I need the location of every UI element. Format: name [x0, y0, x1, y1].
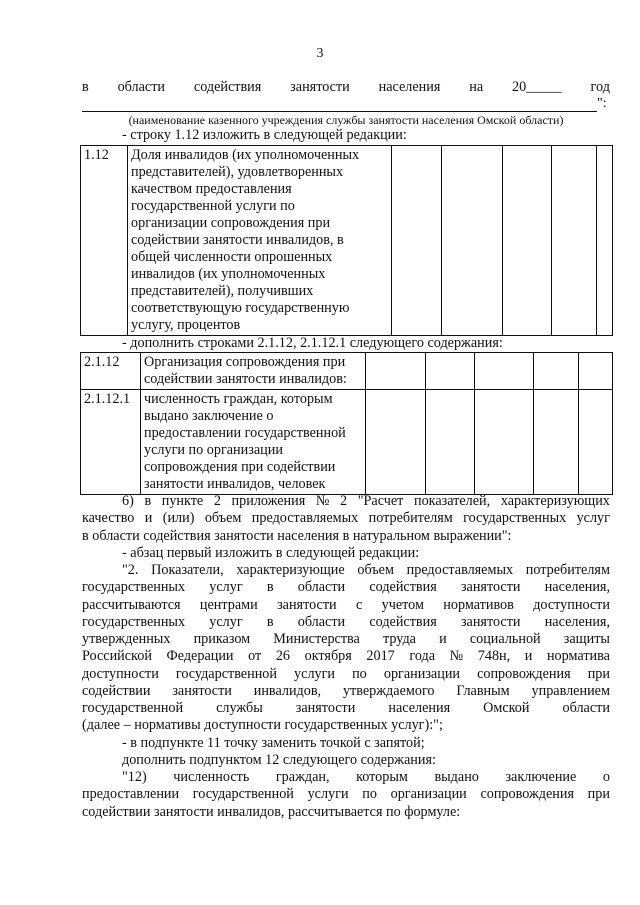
body-line: предоставлении государственной услуги по организации сопровождения при: [82, 786, 610, 803]
header-caption: (наименование казенного учреждения службы занятости населения Омской области): [128, 113, 564, 127]
table-row: [81, 390, 613, 495]
body-line: государственных услуг в области содействия занятости населения,: [82, 613, 610, 630]
body-line: "12) численность граждан, которым выдано заключение о: [122, 769, 610, 785]
empty-cell: [597, 146, 613, 336]
header-word: области: [117, 79, 166, 95]
body-line: качество и (или) объем предоставляемых потребителям государственных услуг: [82, 510, 610, 527]
empty-cell: [366, 390, 426, 495]
instruction-line: - дополнить строками 2.1.12, 2.1.12.1 следующего содержания:: [122, 335, 503, 351]
body-line: дополнить подпунктом 12 следующего содержания:: [122, 751, 436, 768]
empty-cell: [475, 353, 534, 390]
body-line: рассчитываются центрами занятости с учетом нормативов доступности: [82, 596, 610, 613]
row-number: 2.1.12: [81, 353, 141, 390]
header-word: содействия: [193, 79, 262, 95]
empty-cell: [442, 146, 503, 336]
body-line: доступности государственной услуги по организации сопровождения при: [82, 665, 610, 682]
empty-cell: [579, 353, 613, 390]
table-row: [81, 353, 613, 390]
body-line: (далее – нормативы доступности государственных услуг):";: [82, 717, 443, 734]
body-line: 6) в пункте 2 приложения № 2 "Расчет показателей, характеризующих: [122, 493, 610, 509]
empty-cell: [534, 353, 579, 390]
page-number: 3: [316, 46, 324, 61]
body-line: - в подпункте 11 точку заменить точкой с запятой;: [122, 734, 425, 751]
table-2-1-12: [80, 352, 613, 495]
row-number: 1.12: [81, 146, 128, 336]
body-line: утвержденных приказом Министерства труда и социальной защиты: [82, 631, 610, 647]
empty-cell: [579, 390, 613, 495]
body-line: "2. Показатели, характеризующие объем предоставляемых потребителям: [122, 562, 610, 578]
body-line: Российской Федерации от 26 октября 2017 года № 748н, и норматива: [82, 648, 610, 665]
body-line: содействии занятости инвалидов, утверждаемого Главным управлением: [82, 682, 610, 699]
row-text: численность граждан, которым выдано заключение о предоставлении государственной услуги по организации сопровождения при содействии занятости инвалидов, человек: [141, 390, 366, 495]
empty-cell: [503, 146, 552, 336]
empty-cell: [552, 146, 597, 336]
body-line: в области содействия занятости населения в натуральном выражении":: [82, 527, 512, 544]
header-line: [82, 79, 610, 96]
empty-cell: [475, 390, 534, 495]
body-line: государственных услуг в области содействия занятости населения,: [82, 579, 610, 596]
header-word: год: [590, 79, 610, 95]
quote-close: ":: [597, 96, 607, 111]
empty-cell: [426, 390, 475, 495]
header-word: 20_____: [512, 79, 562, 95]
header-word: на: [469, 79, 484, 95]
empty-cell: [534, 390, 579, 495]
body-line: государственной службы занятости населения Омской области: [82, 700, 610, 716]
header-word: в: [82, 79, 89, 95]
header-word: занятости: [290, 79, 350, 95]
row-number: 2.1.12.1: [81, 390, 141, 495]
row-text: Организация сопровождения при содействии занятости инвалидов:: [141, 353, 366, 390]
empty-cell: [392, 146, 442, 336]
empty-cell: [366, 353, 426, 390]
header-word: населения: [378, 79, 441, 95]
body-line: - абзац первый изложить в следующей редакции:: [122, 544, 420, 561]
empty-cell: [426, 353, 475, 390]
row-text: Доля инвалидов (их уполномоченных представителей), удовлетворенных качеством предоставления государственной услуги по организации сопровождения при содействии занятости инвалидов, в общей численности опрошенных инвалидов (их уполномоченных представителей), получивших соответствующую государственную услугу, процентов: [128, 146, 392, 336]
table-row-1-12: [80, 145, 613, 336]
instruction-line: - строку 1.12 изложить в следующей редакции:: [122, 127, 407, 143]
body-line: содействии занятости инвалидов, рассчитывается по формуле:: [82, 803, 461, 820]
